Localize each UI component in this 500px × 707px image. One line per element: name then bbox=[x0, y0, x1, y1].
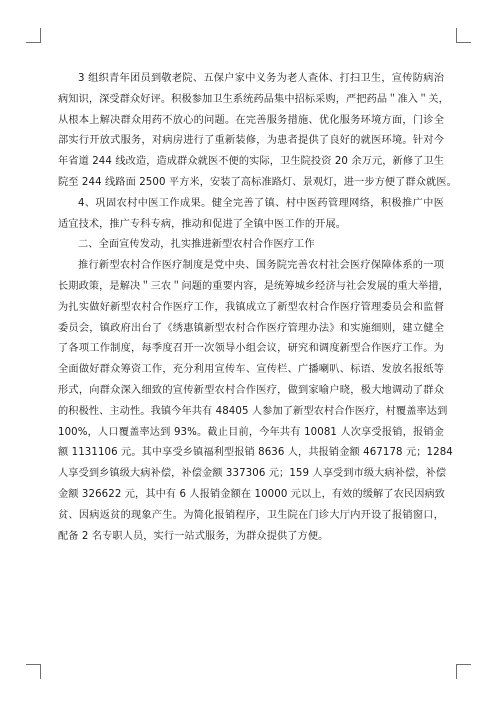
paragraph-line: 全面做好群众筹资工作，充分利用宣传车、宣传栏、广播喇叭、标语、发放名报纸等 bbox=[58, 364, 444, 376]
paragraph-line: 病知识，深受群众好评。积极参加卫生系统药品集中招标采购，严把药品＂准入＂关， bbox=[58, 93, 449, 105]
paragraph-line: 金额 326622 元，其中有 6 人报销金额在 10000 元以上，有效的缓解了农民因病致 bbox=[58, 488, 446, 500]
paragraph-line: 适宜技术，推广专科专病，推动和促进了全镇中医工作的开展。 bbox=[58, 218, 347, 230]
paragraph-line: 4、巩固农村中医工作成果。健全完善了镇、村中医药管理网络，积极推广中医 bbox=[78, 197, 444, 209]
paragraph-line: 人享受到乡镇级大病补偿，补偿金额 337306 元；159 人享受到市级大病补偿，补偿 bbox=[58, 468, 447, 480]
crop-mark-bottom-left bbox=[26, 664, 41, 679]
paragraph-line: 形式，向群众深入细致的宣传新型农村合作医疗，做到家喻户晓，极大地调动了群众 bbox=[58, 384, 444, 396]
section-heading: 二、全面宣传发动，扎实推进新型农村合作医疗工作 bbox=[78, 239, 315, 251]
paragraph-line: 院至 244 线路面 2500 平方米，安装了高标准路灯、景观灯，进一步方便了群众就医。 bbox=[58, 176, 457, 188]
paragraph-line: 了各项工作制度，每季度召开一次领导小组会议，研究和调度新型合作医疗工作。为 bbox=[58, 343, 444, 355]
paragraph-line: 贫、因病返贫的现象产生。为简化报销程序，卫生院在门诊大厅内开设了报销窗口， bbox=[58, 509, 444, 521]
paragraph-line: 长期政策，是解决＂三农＂问题的重要内容，是统筹城乡经济与社会发展的重大举措， bbox=[58, 280, 449, 292]
paragraph-line: 部实行开放式服务，对病房进行了重新装修，为患者提供了良好的就医环境。针对今 bbox=[58, 135, 444, 147]
crop-mark-top-right bbox=[456, 28, 471, 43]
paragraph-line: 的积极性、主动性。我镇今年共有 48405 人参加了新型农村合作医疗，村覆盖率达到 bbox=[58, 405, 448, 417]
paragraph-line: 额 1131106 元。其中享受乡镇福利型报销 8636 人，共报销金额 467178 元；1284 bbox=[58, 447, 453, 459]
paragraph-line: 3 组织青年团员到敬老院、五保户家中义务为老人查体、打扫卫生，宣传防病治 bbox=[78, 73, 444, 84]
paragraph-line: 推行新型农村合作医疗制度是党中央、国务院完善农村社会医疗保障体系的一项 bbox=[78, 260, 444, 272]
paragraph-line: 委员会，镇政府出台了《绣惠镇新型农村合作医疗管理办法》和实施细则，建立健全 bbox=[58, 322, 444, 334]
paragraph-line: 100%，人口覆盖率达到 93%。截止目前，今年共有 10081 人次享受报销，报销金 bbox=[58, 426, 444, 438]
crop-mark-top-left bbox=[26, 28, 41, 43]
paragraph-line: 年省道 244 线改造，造成群众就医不便的实际，卫生院投资 20 余万元，新修了卫生 bbox=[58, 156, 444, 168]
paragraph-line: 配备 2 名专职人员，实行一站式服务，为群众提供了方便。 bbox=[58, 530, 329, 542]
crop-mark-bottom-right bbox=[456, 664, 471, 679]
document-body bbox=[58, 69, 457, 547]
paragraph-line: 为扎实做好新型农村合作医疗工作，我镇成立了新型农村合作医疗管理委员会和监督 bbox=[58, 301, 444, 313]
paragraph-line: 从根本上解决群众用药不放心的问题。在完善服务措施、优化服务环境方面，门诊全 bbox=[58, 114, 444, 126]
